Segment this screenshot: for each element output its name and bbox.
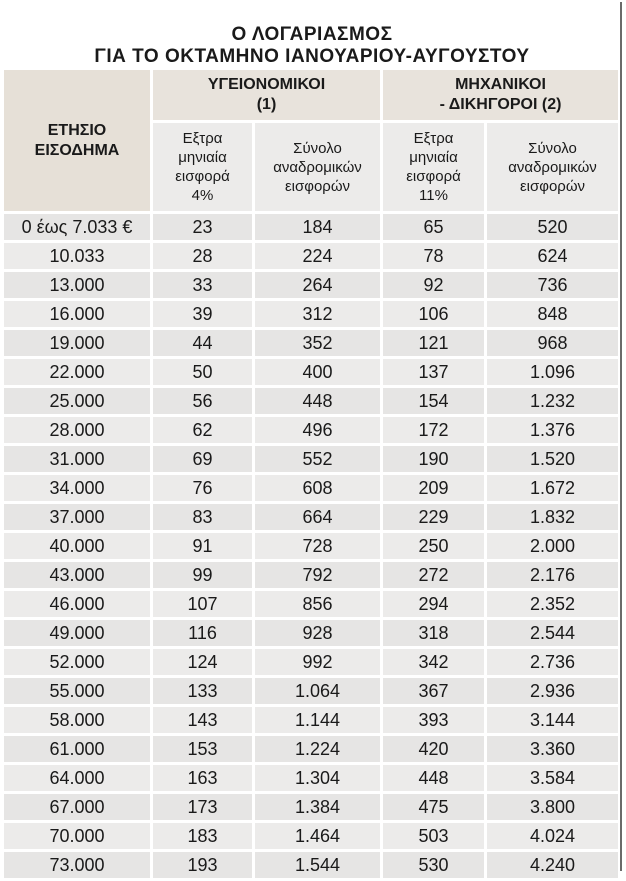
extra-4-cell: 62 [150, 417, 252, 446]
income-cell: 46.000 [4, 591, 150, 620]
total-2-cell: 1.520 [484, 446, 618, 475]
income-cell: 52.000 [4, 649, 150, 678]
table-row [4, 852, 618, 881]
table-title [4, 2, 620, 70]
total-1-cell: 792 [252, 562, 380, 591]
total-1-cell: 264 [252, 272, 380, 301]
table-row [4, 243, 618, 272]
income-cell: 16.000 [4, 301, 150, 330]
table-body [4, 214, 618, 881]
total-2-cell: 4.024 [484, 823, 618, 852]
extra-11-cell: 530 [380, 852, 484, 881]
income-cell: 58.000 [4, 707, 150, 736]
income-cell: 67.000 [4, 794, 150, 823]
total-1-cell: 224 [252, 243, 380, 272]
total-1-cell: 552 [252, 446, 380, 475]
extra-11-cell: 393 [380, 707, 484, 736]
extra-11-cell: 294 [380, 591, 484, 620]
total-2-cell: 1.672 [484, 475, 618, 504]
total-1-cell: 1.384 [252, 794, 380, 823]
table-row [4, 591, 618, 620]
income-cell: 64.000 [4, 765, 150, 794]
income-cell: 13.000 [4, 272, 150, 301]
header-extra-monthly-4: Εξτρα μηνιαία εισφορά 4% [150, 123, 252, 214]
total-1-cell: 1.544 [252, 852, 380, 881]
table-row [4, 794, 618, 823]
extra-4-cell: 124 [150, 649, 252, 678]
contributions-table [4, 70, 618, 881]
table-row [4, 765, 618, 794]
total-2-cell: 520 [484, 214, 618, 243]
extra-11-cell: 448 [380, 765, 484, 794]
header-annual-income: ΕΤΗΣΙΟ ΕΙΣΟΔΗΜΑ [4, 70, 150, 214]
extra-4-cell: 173 [150, 794, 252, 823]
extra-11-cell: 92 [380, 272, 484, 301]
total-2-cell: 1.376 [484, 417, 618, 446]
total-2-cell: 624 [484, 243, 618, 272]
table-row [4, 562, 618, 591]
income-cell: 28.000 [4, 417, 150, 446]
income-cell: 22.000 [4, 359, 150, 388]
income-cell: 0 έως 7.033 € [4, 214, 150, 243]
total-2-cell: 3.360 [484, 736, 618, 765]
income-cell: 43.000 [4, 562, 150, 591]
total-1-cell: 608 [252, 475, 380, 504]
total-1-cell: 664 [252, 504, 380, 533]
total-2-cell: 2.936 [484, 678, 618, 707]
income-cell: 70.000 [4, 823, 150, 852]
extra-4-cell: 69 [150, 446, 252, 475]
income-cell: 61.000 [4, 736, 150, 765]
total-1-cell: 312 [252, 301, 380, 330]
table-row [4, 678, 618, 707]
extra-11-cell: 475 [380, 794, 484, 823]
income-cell: 31.000 [4, 446, 150, 475]
header-total-retroactive-2: Σύνολο αναδρομικών εισφορών [484, 123, 618, 214]
header-total-retroactive-1: Σύνολο αναδρομικών εισφορών [252, 123, 380, 214]
total-2-cell: 1.096 [484, 359, 618, 388]
total-2-cell: 1.832 [484, 504, 618, 533]
extra-11-cell: 272 [380, 562, 484, 591]
total-2-cell: 4.240 [484, 852, 618, 881]
extra-4-cell: 99 [150, 562, 252, 591]
extra-4-cell: 23 [150, 214, 252, 243]
total-2-cell: 2.352 [484, 591, 618, 620]
title-line-1: Ο ΛΟΓΑΡΙΑΣΜΟΣ [231, 24, 393, 45]
total-2-cell: 2.544 [484, 620, 618, 649]
extra-4-cell: 163 [150, 765, 252, 794]
total-2-cell: 3.584 [484, 765, 618, 794]
total-1-cell: 1.304 [252, 765, 380, 794]
table-row [4, 330, 618, 359]
income-cell: 34.000 [4, 475, 150, 504]
extra-4-cell: 50 [150, 359, 252, 388]
table-row [4, 823, 618, 852]
total-1-cell: 448 [252, 388, 380, 417]
total-2-cell: 3.800 [484, 794, 618, 823]
income-cell: 49.000 [4, 620, 150, 649]
table-row [4, 214, 618, 243]
extra-11-cell: 318 [380, 620, 484, 649]
extra-11-cell: 65 [380, 214, 484, 243]
total-2-cell: 2.176 [484, 562, 618, 591]
total-2-cell: 2.736 [484, 649, 618, 678]
total-1-cell: 184 [252, 214, 380, 243]
total-1-cell: 856 [252, 591, 380, 620]
income-cell: 25.000 [4, 388, 150, 417]
income-cell: 37.000 [4, 504, 150, 533]
header-group-engineers-lawyers: ΜΗΧΑΝΙΚΟΙ - ΔΙΚΗΓΟΡΟΙ (2) [380, 70, 618, 123]
table-row [4, 417, 618, 446]
income-cell: 10.033 [4, 243, 150, 272]
header-group-health-workers: ΥΓΕΙΟΝΟΜΙΚΟΙ (1) [150, 70, 380, 123]
extra-4-cell: 39 [150, 301, 252, 330]
total-1-cell: 728 [252, 533, 380, 562]
extra-4-cell: 143 [150, 707, 252, 736]
total-1-cell: 496 [252, 417, 380, 446]
extra-4-cell: 56 [150, 388, 252, 417]
table-row [4, 446, 618, 475]
extra-11-cell: 154 [380, 388, 484, 417]
extra-4-cell: 116 [150, 620, 252, 649]
extra-4-cell: 153 [150, 736, 252, 765]
total-1-cell: 1.224 [252, 736, 380, 765]
infographic-table-panel [4, 2, 622, 875]
extra-11-cell: 503 [380, 823, 484, 852]
total-1-cell: 1.064 [252, 678, 380, 707]
table-row [4, 707, 618, 736]
total-1-cell: 400 [252, 359, 380, 388]
extra-11-cell: 172 [380, 417, 484, 446]
total-2-cell: 848 [484, 301, 618, 330]
table-row [4, 388, 618, 417]
extra-11-cell: 78 [380, 243, 484, 272]
income-cell: 73.000 [4, 852, 150, 881]
table-row [4, 736, 618, 765]
extra-11-cell: 250 [380, 533, 484, 562]
total-2-cell: 3.144 [484, 707, 618, 736]
table-row [4, 359, 618, 388]
title-line-2: ΓΙΑ ΤΟ ΟΚΤΑΜΗΝΟ ΙΑΝΟΥΑΡΙΟΥ-ΑΥΓΟΥΣΤΟΥ [94, 46, 530, 67]
income-cell: 19.000 [4, 330, 150, 359]
extra-11-cell: 420 [380, 736, 484, 765]
total-2-cell: 1.232 [484, 388, 618, 417]
extra-11-cell: 209 [380, 475, 484, 504]
total-1-cell: 352 [252, 330, 380, 359]
extra-11-cell: 137 [380, 359, 484, 388]
total-2-cell: 736 [484, 272, 618, 301]
extra-4-cell: 76 [150, 475, 252, 504]
extra-4-cell: 33 [150, 272, 252, 301]
total-1-cell: 1.144 [252, 707, 380, 736]
extra-11-cell: 367 [380, 678, 484, 707]
extra-11-cell: 229 [380, 504, 484, 533]
header-extra-monthly-11: Εξτρα μηνιαία εισφορά 11% [380, 123, 484, 214]
extra-4-cell: 83 [150, 504, 252, 533]
extra-4-cell: 133 [150, 678, 252, 707]
extra-4-cell: 183 [150, 823, 252, 852]
table-row [4, 533, 618, 562]
table-row [4, 649, 618, 678]
extra-4-cell: 193 [150, 852, 252, 881]
total-2-cell: 968 [484, 330, 618, 359]
table-row [4, 272, 618, 301]
table-row [4, 475, 618, 504]
extra-11-cell: 106 [380, 301, 484, 330]
total-1-cell: 1.464 [252, 823, 380, 852]
table-row [4, 620, 618, 649]
extra-4-cell: 28 [150, 243, 252, 272]
total-1-cell: 928 [252, 620, 380, 649]
income-cell: 40.000 [4, 533, 150, 562]
table-row [4, 504, 618, 533]
total-1-cell: 992 [252, 649, 380, 678]
extra-4-cell: 44 [150, 330, 252, 359]
table-row [4, 301, 618, 330]
total-2-cell: 2.000 [484, 533, 618, 562]
income-cell: 55.000 [4, 678, 150, 707]
extra-4-cell: 91 [150, 533, 252, 562]
extra-11-cell: 190 [380, 446, 484, 475]
extra-4-cell: 107 [150, 591, 252, 620]
extra-11-cell: 342 [380, 649, 484, 678]
extra-11-cell: 121 [380, 330, 484, 359]
